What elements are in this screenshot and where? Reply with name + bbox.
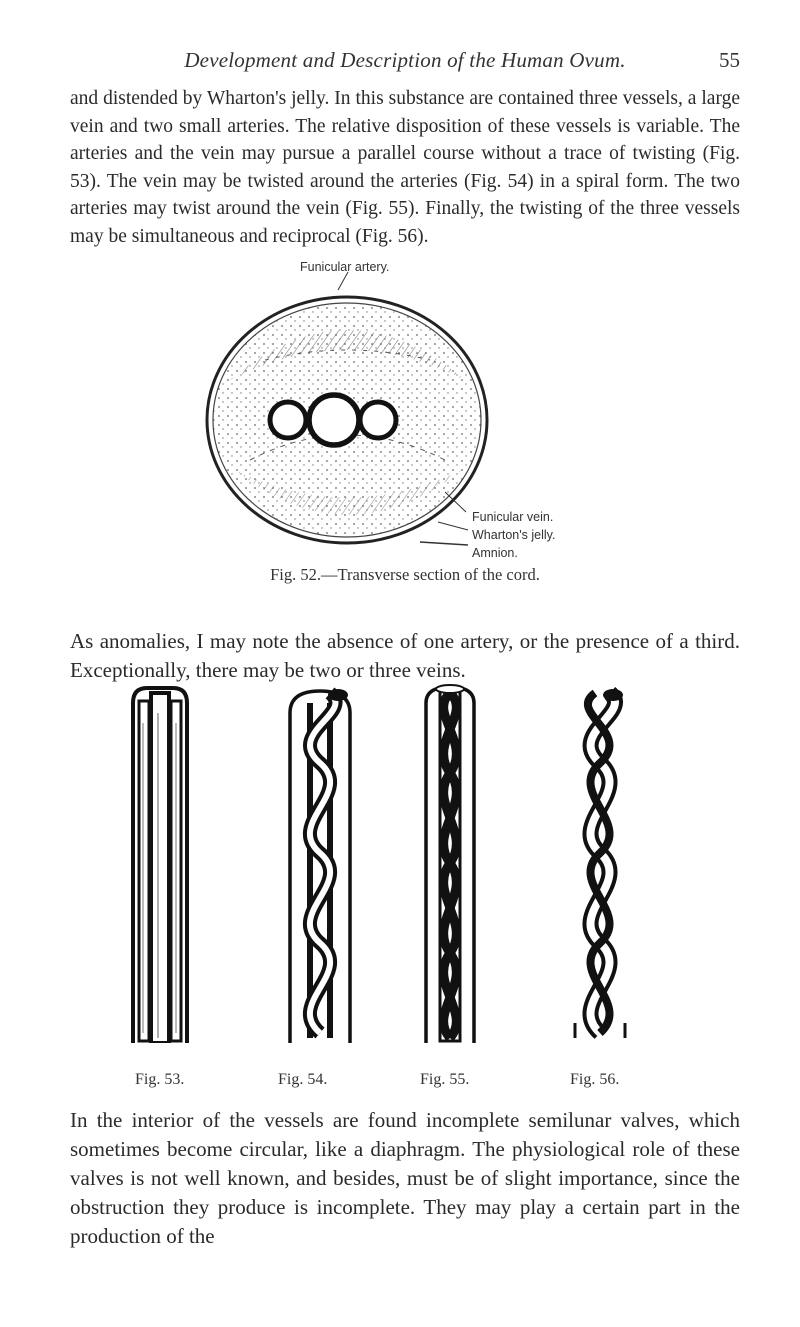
running-head bbox=[70, 48, 740, 78]
artery-left-section bbox=[270, 402, 306, 438]
figure-52 bbox=[190, 260, 610, 582]
figure-56-caption: Fig. 56. bbox=[570, 1071, 620, 1088]
paragraph-2: As anomalies, I may note the absence of one artery, or the presence of a third. Exceptionally, there may be two or three veins. bbox=[70, 629, 740, 682]
artery-right-section bbox=[360, 402, 396, 438]
fig-54-twisted-vein-illustration bbox=[280, 683, 360, 1043]
vein-section bbox=[309, 395, 359, 445]
figure-53-caption: Fig. 53. bbox=[135, 1071, 185, 1088]
paragraph-1: and distended by Wharton's jelly. In this substance are contained three vessels, a large vein and two small arteries. The relative disposition of these vessels is variable. The arteries and the vein may pursue a parallel course without a trace of twisting (Fig. 53). The vein may be twisted around the arteries (Fig. 54) in a spiral form. The two arteries may twist around the vein (Fig. 55). Finally, the twisting of the three vessels may be simultaneous and reciprocal (Fig. 56). bbox=[70, 88, 740, 247]
page-number: 55 bbox=[719, 48, 740, 72]
label-funicular-artery: Funicular artery. bbox=[300, 260, 390, 274]
label-funicular-vein: Funicular vein. bbox=[472, 510, 554, 524]
fig-53-parallel-vessels-illustration bbox=[125, 683, 195, 1043]
fig-56-reciprocal-twisting-illustration bbox=[565, 683, 635, 1043]
paragraph-3: In the interior of the vessels are found incomplete semilunar valves, which sometimes become circular, like a diaphragm. The physiological role of these valves is not well known, and besides, must be of slight importance, since the obstruction they produce is incomplete. They may play a certain part in the production of the bbox=[70, 1108, 740, 1248]
fig-55-twisted-arteries-illustration bbox=[420, 683, 480, 1043]
leader-vein bbox=[445, 492, 466, 512]
figures-53-56 bbox=[0, 683, 800, 1053]
figure-55-caption: Fig. 55. bbox=[420, 1071, 470, 1088]
leader-artery bbox=[338, 272, 348, 290]
leader-amnion bbox=[420, 542, 468, 545]
leader-jelly bbox=[438, 522, 468, 530]
label-whartons-jelly: Wharton's jelly. bbox=[472, 528, 556, 542]
figure-52-caption: Fig. 52.—Transverse section of the cord. bbox=[270, 565, 540, 584]
figure-54-caption: Fig. 54. bbox=[278, 1071, 328, 1088]
running-head-title: Development and Description of the Human Ovum. bbox=[184, 48, 626, 72]
label-amnion: Amnion. bbox=[472, 546, 518, 560]
